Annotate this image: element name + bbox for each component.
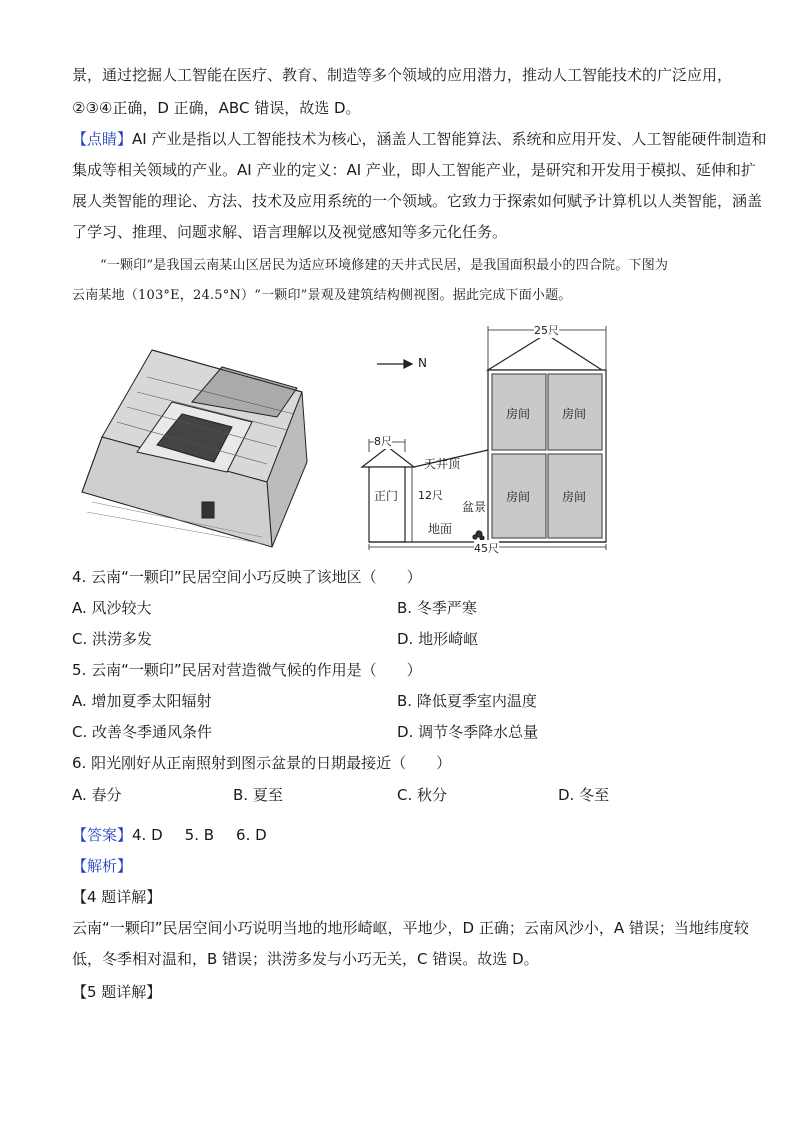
question-stem: 6. 阳光刚好从正南照射到图示盆景的日期最接近（ ）	[72, 754, 452, 772]
note-line: 展人类智能的理论、方法、技术及应用系统的一个领域。它致力于探索如何赋予计算机以人类智能，涵盖	[72, 192, 763, 210]
room-label: 房间	[506, 407, 531, 421]
gate-label: 正门	[374, 489, 399, 503]
house-figure	[72, 322, 612, 555]
courtyard-house-drawing	[82, 350, 307, 547]
note-line	[72, 128, 767, 150]
intro-line: “一颗印”是我国云南某山区居民为适应环境修建的天井式民居，是我国面积最小的四合院。下图为	[100, 258, 669, 273]
question-option: B. 冬季严寒	[397, 599, 477, 617]
question-option: D. 冬至	[558, 786, 610, 804]
total-length-label: 45尺	[474, 542, 499, 555]
note-line: 集成等相关领域的产业。AI 产业的定义：AI 产业，即人工智能产业，是研究和开发用于模拟、延伸和扩	[72, 161, 756, 179]
answer-6: 6. D	[236, 826, 267, 844]
gate-width-label: 8尺	[374, 435, 392, 448]
question-option: A. 春分	[72, 786, 122, 804]
house-illustration	[72, 322, 612, 552]
north-label: N	[418, 356, 427, 370]
subsection-title: 【4 题详解】	[72, 888, 162, 906]
answer-line	[72, 824, 722, 846]
paragraph-line: 景，通过挖掘人工智能在医疗、教育、制造等多个领域的应用潜力，推动人工智能技术的广泛应用，	[72, 66, 733, 84]
side-view-diagram	[362, 326, 606, 550]
answer-label: 【答案】	[72, 826, 133, 844]
question-option: C. 洪涝多发	[72, 630, 153, 648]
question-option: A. 风沙较大	[72, 599, 152, 617]
room-label: 房间	[506, 490, 531, 504]
room-label: 房间	[562, 490, 587, 504]
analysis-line: 云南“一颗印”民居空间小巧说明当地的地形崎岖，平地少，D 正确；云南风沙小，A 错误；当地纬度较	[72, 919, 749, 937]
ground-label: 地面	[428, 522, 453, 536]
gate-height-label: 12尺	[418, 489, 443, 502]
paragraph-line: ②③④正确，D 正确，ABC 错误，故选 D。	[72, 99, 361, 117]
note-line: 了学习、推理、问题求解、语言理解以及视觉感知等多元化任务。	[72, 223, 508, 241]
roof-width-label: 25尺	[534, 324, 559, 337]
pot-label: 盆景	[462, 500, 487, 514]
analysis-line: 低，冬季相对温和，B 错误；洪涝多发与小巧无关，C 错误。故选 D。	[72, 950, 539, 968]
answer-5: 5. B	[184, 826, 215, 844]
skylight-label: 天井顶	[424, 457, 461, 471]
subsection-title: 【5 题详解】	[72, 983, 162, 1001]
question-stem: 5. 云南“一颗印”民居对营造微气候的作用是（ ）	[72, 661, 422, 679]
question-stem: 4. 云南“一颗印”民居空间小巧反映了该地区（ ）	[72, 568, 422, 586]
question-option: A. 增加夏季太阳辐射	[72, 692, 212, 710]
question-option: C. 秋分	[397, 786, 448, 804]
analysis-label: 【解析】	[72, 857, 133, 875]
question-option: B. 夏至	[233, 786, 283, 804]
question-option: B. 降低夏季室内温度	[397, 692, 537, 710]
question-option: D. 调节冬季降水总量	[397, 723, 539, 741]
question-option: C. 改善冬季通风条件	[72, 723, 213, 741]
question-option: D. 地形崎岖	[397, 630, 479, 648]
answer-4: 4. D	[132, 826, 163, 844]
note-text: AI 产业是指以人工智能技术为核心，涵盖人工智能算法、系统和应用开发、人工智能硬件制造和	[132, 130, 767, 148]
room-label: 房间	[562, 407, 587, 421]
intro-line: 云南某地（103°E，24.5°N）“一颗印”景观及建筑结构侧视图。据此完成下面小题。	[72, 288, 572, 303]
note-label: 【点睛】	[72, 130, 133, 148]
